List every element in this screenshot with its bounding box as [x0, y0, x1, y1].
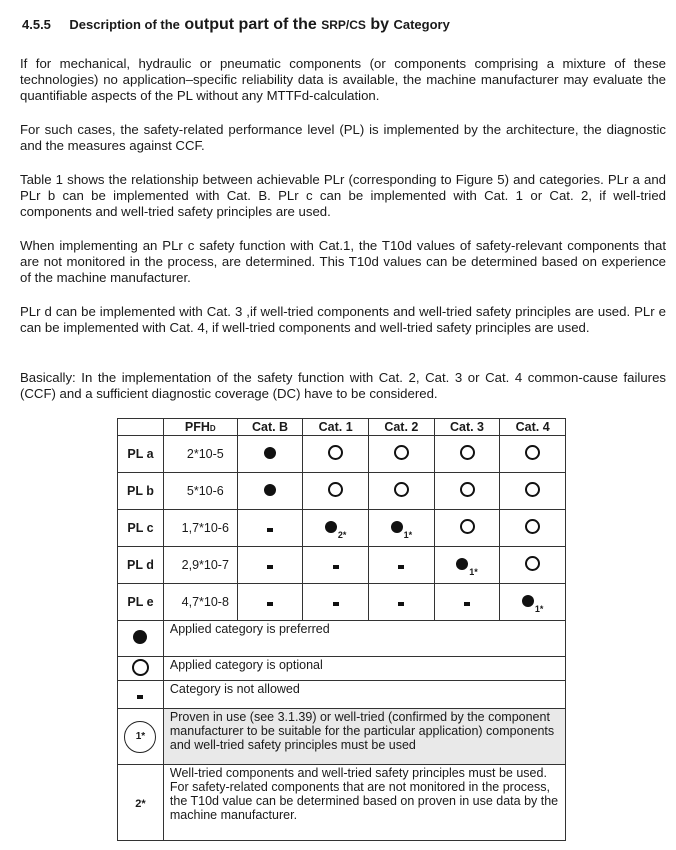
legend-symbol-cell — [118, 709, 164, 765]
open-circle-icon — [328, 482, 343, 497]
open-circle-icon — [460, 445, 475, 460]
category-cell — [500, 584, 566, 621]
open-circle-icon — [525, 556, 540, 571]
dash-icon — [137, 695, 143, 699]
table-header-row — [118, 419, 566, 436]
pfh-value: 2,9*10-7 — [163, 547, 237, 584]
open-circle-icon — [525, 482, 540, 497]
table-row — [118, 584, 566, 621]
category-cell — [303, 584, 369, 621]
legend-row — [118, 765, 566, 841]
pl-label: PL e — [118, 584, 164, 621]
paragraph: Table 1 shows the relationship between achievable PLr (corresponding to Figure 5) and categories. PLr a and PLr b can be implemented with Cat. B. PLr c can be implemented with Cat. 1 or Cat. 2, if well-tried components and well-tried safety principles are used. — [20, 172, 666, 219]
category-cell — [369, 473, 435, 510]
legend-symbol-cell — [118, 681, 164, 709]
filled-dot-icon — [325, 521, 337, 533]
category-cell — [237, 584, 303, 621]
filled-dot-icon — [264, 484, 276, 496]
category-cell — [500, 436, 566, 473]
category-cell — [369, 547, 435, 584]
section-title-part: by — [370, 16, 390, 33]
category-cell — [369, 510, 435, 547]
dash-icon — [333, 602, 339, 606]
category-cell — [434, 584, 500, 621]
filled-dot-icon — [522, 595, 534, 607]
table-row — [118, 436, 566, 473]
header-blank-cell — [118, 419, 164, 436]
header-cat-4: Cat. 4 — [500, 419, 566, 436]
dash-icon — [267, 528, 273, 532]
legend-symbol-cell — [118, 621, 164, 657]
category-cell — [237, 547, 303, 584]
category-cell — [500, 547, 566, 584]
section-title-part: Description of the — [69, 17, 180, 32]
open-circle-icon — [394, 445, 409, 460]
header-cat-3: Cat. 3 — [434, 419, 500, 436]
footnote-mark: 1* — [469, 566, 478, 577]
footnote-circle-icon: 1* — [124, 721, 156, 753]
filled-dot-icon — [456, 558, 468, 570]
paragraph: If for mechanical, hydraulic or pneumatic components (or components comprising a mixture of these technologies) no application–specific reliability data is available, the machine manufacturer may evaluate the quantifiable aspects of the PL without any MTTFd-calculation. — [20, 56, 666, 103]
open-circle-icon — [394, 482, 409, 497]
legend-symbol-cell — [118, 657, 164, 681]
filled-dot-icon — [133, 630, 147, 644]
pl-label: PL d — [118, 547, 164, 584]
pfh-value: 4,7*10-8 — [163, 584, 237, 621]
open-circle-icon — [132, 659, 149, 676]
legend-text — [163, 621, 565, 657]
legend-row — [118, 657, 566, 681]
filled-dot-icon — [264, 447, 276, 459]
section-title-part: SRP/CS — [321, 18, 366, 32]
filled-dot-icon — [391, 521, 403, 533]
legend-row — [118, 621, 566, 657]
legend-text-line: Applied category is preferred — [169, 622, 330, 636]
pl-label: PL b — [118, 473, 164, 510]
open-circle-icon — [525, 519, 540, 534]
table-row — [118, 473, 566, 510]
footnote-mark: 2* — [337, 529, 347, 540]
dash-icon — [333, 565, 339, 569]
paragraph: PLr d can be implemented with Cat. 3 ,if well-tried components and well-tried safety principles are used. PLr e can be implemented with Cat. 4, if well-tried components and well-tried safety principles are used. — [20, 304, 666, 335]
category-cell — [303, 510, 369, 547]
pfh-value: 5*10-6 — [163, 473, 237, 510]
pfh-value: 1,7*10-6 — [163, 510, 237, 547]
footnote-mark: 1* — [403, 529, 413, 540]
dash-icon — [267, 602, 273, 606]
legend-text-line: Proven in use (see 3.1.39) or well-tried (confirmed by the component manufacturer to be suitable for the particular application) components and well-tried safety principles must be used — [169, 710, 555, 752]
category-cell — [434, 547, 500, 584]
dash-icon — [267, 565, 273, 569]
pl-label: PL c — [118, 510, 164, 547]
legend-text-line: Category is not allowed — [169, 682, 300, 696]
open-circle-icon — [328, 445, 343, 460]
header-cat-b: Cat. B — [237, 419, 303, 436]
section-heading — [22, 16, 450, 34]
legend-symbol-cell — [118, 765, 164, 841]
category-cell — [237, 510, 303, 547]
category-cell — [303, 473, 369, 510]
dash-icon — [398, 602, 404, 606]
category-cell — [434, 436, 500, 473]
header-pfh: PFHD — [163, 419, 237, 436]
table-row — [118, 510, 566, 547]
open-circle-icon — [460, 519, 475, 534]
header-cat-2: Cat. 2 — [369, 419, 435, 436]
category-cell — [303, 436, 369, 473]
paragraph: For such cases, the safety-related performance level (PL) is implemented by the architecture, the diagnostic and the measures against CCF. — [20, 122, 666, 153]
section-title-part: output part of the — [184, 16, 317, 33]
legend-text — [163, 709, 565, 765]
legend-text-line: Well-tried components and well-tried safety principles must be used. — [169, 766, 547, 780]
legend-text — [163, 765, 565, 841]
section-number: 4.5.5 — [22, 17, 51, 32]
legend-text — [163, 681, 565, 709]
legend-row — [118, 681, 566, 709]
category-cell — [237, 473, 303, 510]
category-cell — [303, 547, 369, 584]
pl-label: PL a — [118, 436, 164, 473]
header-cat-1: Cat. 1 — [303, 419, 369, 436]
paragraph: When implementing an PLr c safety function with Cat.1, the T10d values of safety-relevant components that are not monitored in the process, are determined. This T10d values can be determined based on experience of the machine manufacturer. — [20, 238, 666, 285]
footnote-mark: 2* — [135, 797, 146, 810]
category-cell — [434, 510, 500, 547]
category-cell — [237, 436, 303, 473]
dash-icon — [398, 565, 404, 569]
open-circle-icon — [525, 445, 540, 460]
category-cell — [369, 436, 435, 473]
category-cell — [369, 584, 435, 621]
pl-category-table — [117, 418, 566, 841]
pfh-value: 2*10-5 — [163, 436, 237, 473]
category-cell — [500, 473, 566, 510]
category-cell — [434, 473, 500, 510]
table-row — [118, 547, 566, 584]
legend-text — [163, 657, 565, 681]
open-circle-icon — [460, 482, 475, 497]
legend-row — [118, 709, 566, 765]
section-title-part: Category — [393, 17, 450, 32]
category-cell — [500, 510, 566, 547]
legend-text-line: Applied category is optional — [169, 658, 323, 672]
paragraph: Basically: In the implementation of the safety function with Cat. 2, Cat. 3 or Cat. 4 common-cause failures (CCF) and a sufficient diagnostic coverage (DC) have to be considered. — [20, 370, 666, 401]
footnote-mark: 1* — [534, 603, 544, 614]
dash-icon — [464, 602, 470, 606]
legend-text-line: For safety-related components that are not monitored in the process, the T10d value can be determined based on proven in use data by the machine manufacturer. — [169, 780, 559, 822]
